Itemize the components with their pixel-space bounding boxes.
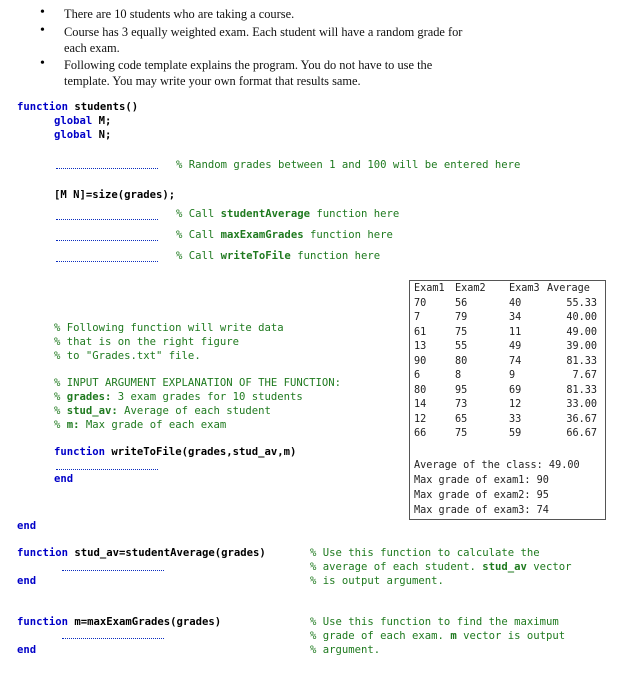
table-cell: 66	[414, 428, 427, 439]
table-cell: 33	[509, 413, 522, 425]
global-n-var: N;	[92, 129, 112, 141]
table-cell: 69	[509, 384, 522, 396]
bullet-text-2-cont: each exam.	[64, 41, 120, 55]
table-row	[410, 398, 603, 413]
keyword-function: function	[17, 547, 69, 559]
comment-avg-3: % is output argument.	[310, 575, 444, 587]
call-fn-maxexamgrades: maxExamGrades	[220, 229, 304, 241]
max-grade-exam3: Max grade of exam3: 74	[414, 505, 549, 516]
table-cell: 79	[455, 312, 468, 323]
table-cell: 49	[509, 341, 522, 352]
class-average: Average of the class: 49.00	[414, 460, 580, 471]
table-cell: 70	[414, 297, 427, 309]
comment-grades-arg	[54, 391, 303, 403]
global-n-line	[54, 129, 111, 141]
table-cell: 14	[414, 399, 427, 410]
fn-writetofile-line	[54, 446, 296, 458]
table-cell: 95	[455, 384, 468, 396]
comment-avg-2c: vector	[526, 561, 572, 573]
bullet-dot-3: •	[40, 56, 45, 71]
table-cell: 36.67	[566, 413, 597, 425]
call-suffix: function here	[290, 250, 381, 262]
table-cell: 34	[509, 312, 522, 323]
comment-avg-1: % Use this function to calculate the	[310, 547, 540, 559]
comment-call-writetofile	[176, 250, 380, 262]
global-m-line	[54, 115, 111, 127]
fn-students-line	[17, 101, 138, 113]
comment-avg-studav: stud_av	[482, 561, 527, 573]
blank-dotted-line-call-2	[56, 240, 158, 241]
fn-studentaverage-line	[17, 547, 266, 559]
arg-desc-grades: 3 exam grades for 10 students	[111, 391, 303, 403]
blank-dotted-line-random	[56, 168, 158, 169]
grades-figure	[409, 280, 606, 520]
bullet-text-1: There are 10 students who are taking a course.	[64, 7, 295, 21]
table-cell: 55	[455, 341, 468, 352]
table-cell: 49.00	[566, 326, 597, 338]
call-suffix: function here	[309, 208, 400, 220]
table-row	[410, 427, 603, 442]
comment-following-3: % to "Grades.txt" file.	[54, 350, 201, 362]
table-cell: 59	[509, 428, 522, 439]
blank-dotted-line-call-3	[56, 261, 158, 262]
table-cell: 6	[414, 370, 421, 381]
header-exam2: Exam2	[455, 283, 486, 294]
bullet-text-3: Following code template explains the program. You do not have to use the	[64, 58, 433, 72]
table-cell: 11	[509, 326, 522, 338]
comment-avg-2	[310, 561, 572, 573]
blank-dotted-line-max	[62, 638, 164, 639]
max-grade-exam1: Max grade of exam1: 90	[414, 475, 549, 486]
end-studentaverage: end	[17, 575, 37, 587]
arg-desc-m: Max grade of each exam	[79, 419, 227, 431]
table-cell: 80	[414, 384, 427, 396]
comment-input-explanation: % INPUT ARGUMENT EXPLANATION OF THE FUNCTION:	[54, 377, 342, 389]
call-prefix: % Call	[176, 208, 221, 220]
comment-call-studentaverage	[176, 208, 399, 220]
header-exam1: Exam1	[414, 283, 445, 294]
table-cell: 90	[414, 355, 427, 367]
blank-dotted-line-write	[56, 469, 158, 470]
table-cell: 65	[455, 413, 468, 425]
table-cell: 8	[455, 370, 462, 381]
table-cell: 75	[455, 428, 468, 439]
end-students: end	[17, 520, 37, 532]
comment-following-2: % that is on the right figure	[54, 336, 239, 348]
global-m-var: M;	[92, 115, 112, 127]
table-cell: 7.67	[572, 370, 597, 381]
table-cell: 7	[414, 312, 421, 323]
arg-name-m: m:	[66, 419, 80, 431]
end-maxexamgrades: end	[17, 644, 37, 656]
comment-pct: %	[54, 419, 67, 431]
call-fn-writetofile: writeToFile	[220, 250, 291, 262]
table-row	[410, 355, 603, 370]
keyword-global: global	[54, 129, 93, 141]
size-line: [M N]=size(grades);	[54, 189, 176, 201]
header-exam3: Exam3	[509, 283, 540, 294]
table-cell: 40.00	[566, 312, 597, 323]
table-cell: 9	[509, 370, 516, 381]
keyword-function: function	[17, 101, 69, 113]
table-cell: 61	[414, 326, 427, 338]
arg-name-grades: grades:	[66, 391, 112, 403]
arg-desc-studav: Average of each student	[117, 405, 271, 417]
table-cell: 66.67	[566, 428, 597, 439]
table-cell: 40	[509, 297, 522, 309]
comment-max-m: m	[450, 630, 457, 642]
table-row	[410, 413, 603, 428]
keyword-function: function	[54, 446, 106, 458]
table-cell: 74	[509, 355, 522, 367]
table-cell: 39.00	[566, 341, 597, 352]
table-cell: 12	[509, 399, 522, 410]
comment-pct: %	[54, 391, 67, 403]
table-row	[410, 384, 603, 399]
call-fn-studentaverage: studentAverage	[220, 208, 310, 220]
blank-dotted-line-avg	[62, 570, 164, 571]
comment-random-grades: % Random grades between 1 and 100 will be entered here	[176, 159, 521, 171]
call-prefix: % Call	[176, 250, 221, 262]
fn-studentaverage-name: stud_av=studentAverage(grades)	[68, 547, 266, 559]
table-row	[410, 340, 603, 355]
comment-studav-arg	[54, 405, 271, 417]
comment-max-3: % argument.	[310, 644, 381, 656]
grades-table	[410, 282, 603, 442]
bullet-dot-2: •	[40, 23, 45, 38]
table-cell: 80	[455, 355, 468, 367]
table-cell: 13	[414, 341, 427, 352]
comment-m-arg	[54, 419, 226, 431]
arg-name-studav: stud_av:	[66, 405, 118, 417]
header-average: Average	[547, 283, 590, 294]
bullet-text-2: Course has 3 equally weighted exam. Each student will have a random grade for	[64, 25, 463, 39]
fn-maxexamgrades-line	[17, 616, 221, 628]
table-cell: 56	[455, 297, 468, 309]
keyword-function: function	[17, 616, 69, 628]
table-cell: 73	[455, 399, 468, 410]
call-prefix: % Call	[176, 229, 221, 241]
end-writetofile: end	[54, 473, 74, 485]
table-header-row	[410, 282, 603, 297]
fn-students-name: students()	[68, 101, 139, 113]
comment-avg-2a: % average of each student.	[310, 561, 483, 573]
table-cell: 75	[455, 326, 468, 338]
fn-maxexamgrades-name: m=maxExamGrades(grades)	[68, 616, 222, 628]
bullet-text-3-cont: template. You may write your own format that results same.	[64, 74, 361, 88]
comment-call-maxexamgrades	[176, 229, 393, 241]
comment-max-1: % Use this function to find the maximum	[310, 616, 559, 628]
comment-following-1: % Following function will write data	[54, 322, 284, 334]
table-row	[410, 311, 603, 326]
fn-writetofile-name: writeToFile(grades,stud_av,m)	[105, 446, 297, 458]
comment-pct: %	[54, 405, 67, 417]
bullet-dot-1: •	[40, 5, 45, 20]
table-cell: 55.33	[566, 297, 597, 309]
table-cell: 12	[414, 413, 427, 425]
max-grade-exam2: Max grade of exam2: 95	[414, 490, 549, 501]
keyword-global: global	[54, 115, 93, 127]
comment-max-2	[310, 630, 565, 642]
comment-max-2a: % grade of each exam.	[310, 630, 451, 642]
table-row	[410, 326, 603, 341]
table-row	[410, 369, 603, 384]
comment-max-2c: vector is output	[456, 630, 566, 642]
blank-dotted-line-call-1	[56, 219, 158, 220]
table-cell: 81.33	[566, 355, 597, 367]
table-row	[410, 297, 603, 312]
call-suffix: function here	[303, 229, 393, 241]
table-cell: 33.00	[566, 399, 597, 410]
table-cell: 81.33	[566, 384, 597, 396]
